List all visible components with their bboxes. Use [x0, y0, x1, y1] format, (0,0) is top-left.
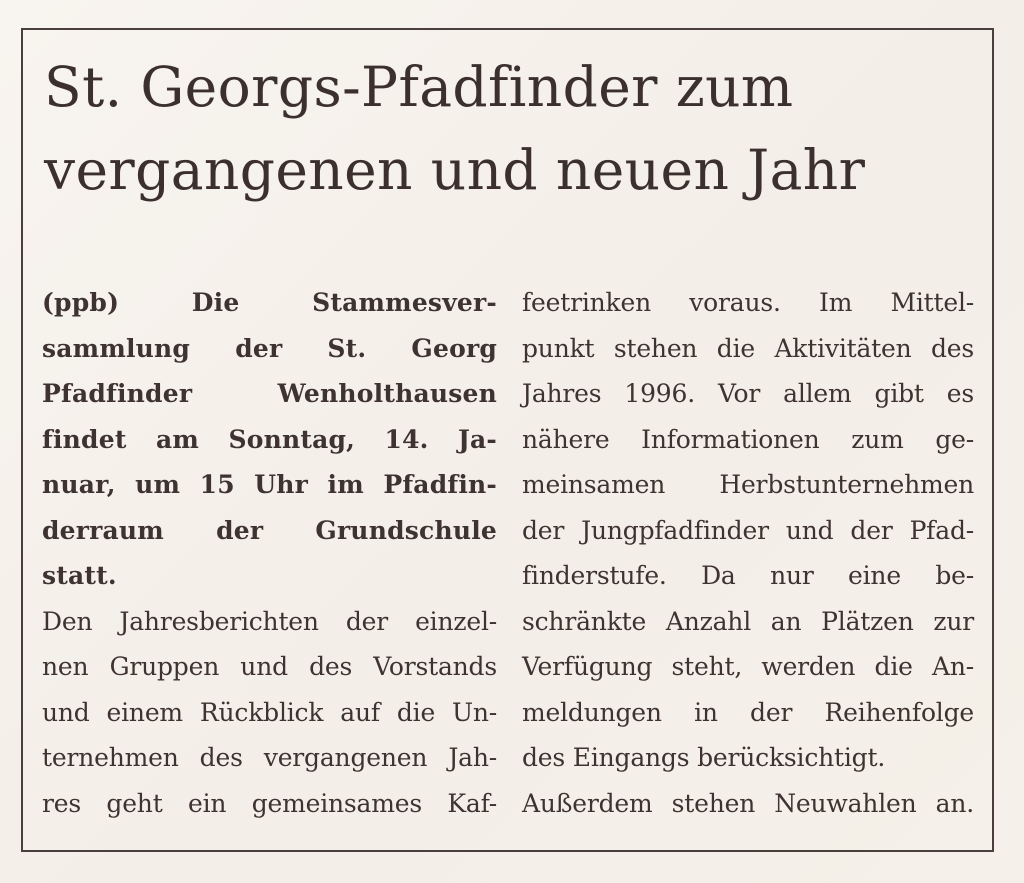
body-line: schränkte Anzahl an Plätzen zur — [522, 606, 974, 636]
body-line: feetrinken voraus. Im Mittel- — [522, 288, 974, 317]
lead-paragraph — [42, 280, 497, 599]
headline-line: St. Georgs-Pfadfinder zum — [44, 55, 794, 119]
headline-line: vergangenen und neuen Jahr — [44, 138, 866, 202]
left-column — [42, 280, 497, 826]
lead-line: Pfadfinder Wenholthausen — [42, 379, 497, 408]
right-column — [522, 280, 974, 826]
body-paragraph-left — [42, 599, 497, 827]
body-line: der Jungpfadfinder und der Pfad- — [522, 515, 974, 545]
body-line: punkt stehen die Aktivitäten des — [522, 333, 974, 363]
body-line: Jahres 1996. Vor allem gibt es — [522, 379, 974, 408]
body-line: Verfügung steht, werden die An- — [522, 652, 974, 681]
body-line: finderstufe. Da nur eine be- — [522, 561, 974, 590]
body-paragraph-right — [522, 280, 974, 826]
body-line: nähere Informationen zum ge- — [522, 424, 974, 454]
lead-line: (ppb) Die Stammesver- — [42, 288, 497, 317]
lead-line: statt. — [42, 561, 117, 590]
body-line: res geht ein gemeinsames Kaf- — [42, 788, 497, 818]
lead-line: findet am Sonntag, 14. Ja- — [42, 424, 497, 454]
body-line: des Eingangs berücksichtigt. — [522, 743, 886, 772]
body-line: Außerdem stehen Neuwahlen an. — [522, 788, 974, 818]
headline — [44, 46, 865, 212]
body-line: und einem Rückblick auf die Un- — [42, 697, 497, 727]
lead-line: derraum der Grundschule — [42, 515, 497, 545]
body-line: ternehmen des vergangenen Jah- — [42, 743, 497, 772]
body-line: nen Gruppen und des Vorstands — [42, 652, 497, 681]
body-line: meinsamen Herbstunternehmen — [522, 470, 974, 499]
lead-line: sammlung der St. Georg — [42, 333, 497, 363]
lead-line: nuar, um 15 Uhr im Pfadfin- — [42, 470, 497, 499]
body-line: meldungen in der Reihenfolge — [522, 697, 974, 727]
body-line: Den Jahresberichten der einzel- — [42, 606, 497, 636]
